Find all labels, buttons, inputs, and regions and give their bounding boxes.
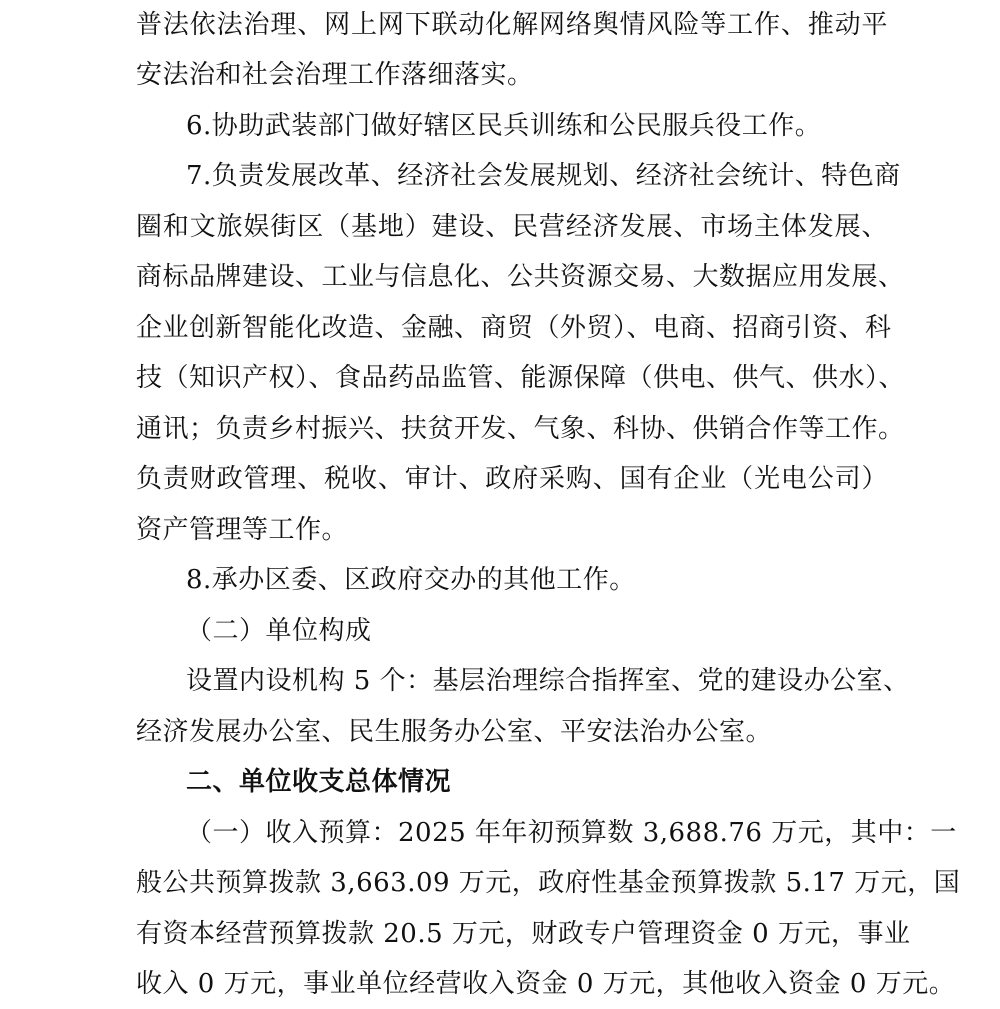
text-line-18: 般公共预算拨款 3,663.09 万元，政府性基金预算拨款 5.17 万元，国 [136, 868, 961, 898]
text-line-7: 企业创新智能化改造、金融、商贸（外贸）、电商、招商引资、科 [136, 313, 892, 343]
text-line-9: 通讯；负责乡村振兴、扶贫开发、气象、科协、供销合作等工作。 [136, 414, 905, 444]
text-line-6: 商标品牌建设、工业与信息化、公共资源交易、大数据应用发展、 [136, 262, 905, 292]
text-line-20: 收入 0 万元，事业单位经营收入资金 0 万元，其他收入资金 0 万元。 [136, 969, 956, 999]
section-subheading: （二）单位构成 [186, 616, 372, 646]
text-line-17: （一）收入预算：2025 年年初预算数 3,688.76 万元，其中：一 [186, 818, 957, 848]
text-line-8: 技（知识产权）、食品药品监管、能源保障（供电、供气、供水）、 [136, 363, 906, 393]
text-line-3: 6.协助武装部门做好辖区民兵训练和公民服兵役工作。 [186, 111, 822, 141]
text-line-19: 有资本经营预算拨款 20.5 万元，财政专户管理资金 0 万元，事业 [136, 919, 911, 949]
text-line-2: 安法治和社会治理工作落细落实。 [136, 60, 534, 90]
text-line-12: 8.承办区委、区政府交办的其他工作。 [186, 565, 636, 595]
text-line-5: 圈和文旅娱街区（基地）建设、民营经济发展、市场主体发展、 [136, 212, 888, 242]
text-line-1: 普法依法治理、网上网下联动化解网络舆情风险等工作、推动平 [136, 10, 888, 40]
text-line-11: 资产管理等工作。 [136, 515, 349, 545]
text-line-10: 负责财政管理、税收、审计、政府采购、国有企业（光电公司） [136, 464, 888, 494]
section-heading: 二、单位收支总体情况 [186, 767, 452, 797]
text-line-14: 设置内设机构 5 个：基层治理综合指挥室、党的建设办公室、 [186, 666, 910, 696]
text-line-15: 经济发展办公室、民生服务办公室、平安法治办公室。 [136, 717, 773, 747]
text-line-4: 7.负责发展改革、经济社会发展规划、经济社会统计、特色商 [186, 161, 901, 191]
